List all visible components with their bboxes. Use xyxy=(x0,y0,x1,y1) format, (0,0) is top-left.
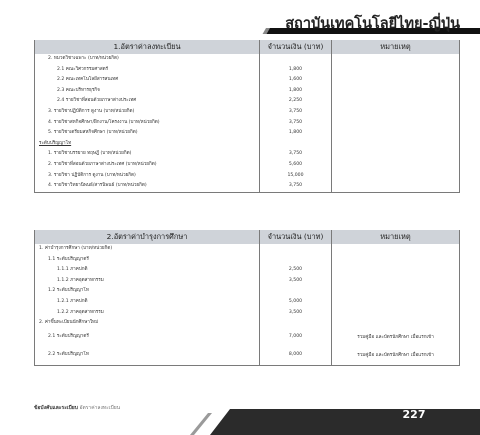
row-description: 1. ค่าบำรุงการศึกษา (บาท/หน่วยกิต) xyxy=(35,244,260,255)
maintenance-fee-table xyxy=(34,230,460,366)
table-row xyxy=(35,329,460,347)
row-note xyxy=(332,96,460,107)
table-row xyxy=(35,107,460,118)
table-row xyxy=(35,96,460,107)
table-row xyxy=(35,255,460,266)
row-amount: 1,800 xyxy=(260,86,332,97)
row-amount: 1,600 xyxy=(260,75,332,86)
table1-header-note: หมายเหตุ xyxy=(332,40,460,54)
table-row xyxy=(35,265,460,276)
row-description: 1. รายวิชาบรรยาย ทฤษฎี (บาท/หน่วยกิต) xyxy=(35,149,260,160)
row-note xyxy=(332,276,460,287)
table-row xyxy=(35,171,460,182)
table1-header-amount: จำนวนเงิน (บาท) xyxy=(260,40,332,54)
table-row xyxy=(35,128,460,139)
row-note xyxy=(332,139,460,150)
table-row xyxy=(35,308,460,319)
footer-caption xyxy=(34,404,120,412)
row-description: 3. รายวิชาปฏิบัติการ ดูงาน (บาท/หน่วยกิต) xyxy=(35,107,260,118)
table-row xyxy=(35,65,460,76)
row-amount xyxy=(260,318,332,329)
row-note xyxy=(332,265,460,276)
row-description: 4. รายวิชาวิทยานิพนธ์/สารนิพนธ์ (บาท/หน่วยกิต) xyxy=(35,181,260,192)
row-amount xyxy=(260,54,332,65)
row-note xyxy=(332,308,460,319)
table-row xyxy=(35,318,460,329)
row-note xyxy=(332,286,460,297)
row-amount: 8,000 xyxy=(260,347,332,366)
row-amount: 5,600 xyxy=(260,160,332,171)
row-description: 4. รายวิชาสหกิจศึกษา/ฝึกงาน/โครงงาน (บาท/หน่วยกิต) xyxy=(35,118,260,129)
row-amount: 3,750 xyxy=(260,107,332,118)
row-amount: 3,500 xyxy=(260,308,332,319)
row-description: 1.1 ระดับปริญญาตรี xyxy=(35,255,260,266)
row-description: 2. หมวดวิชาเฉพาะ (บาท/หน่วยกิต) xyxy=(35,54,260,65)
page-number-band xyxy=(190,405,480,435)
row-description: 1.1.2 ภาคอุตสาหกรรม xyxy=(35,276,260,287)
row-note xyxy=(332,75,460,86)
row-amount: 3,750 xyxy=(260,149,332,160)
row-note xyxy=(332,54,460,65)
row-note xyxy=(332,160,460,171)
row-note xyxy=(332,65,460,76)
row-amount: 2,500 xyxy=(260,265,332,276)
row-note xyxy=(332,171,460,182)
table-row xyxy=(35,160,460,171)
table-row xyxy=(35,244,460,255)
row-amount xyxy=(260,244,332,255)
table-row xyxy=(35,86,460,97)
row-description: 2. รายวิชาที่สอนด้วยภาษาต่างประเทศ (บาท/หน่วยกิต) xyxy=(35,160,260,171)
table-row xyxy=(35,276,460,287)
row-note xyxy=(332,118,460,129)
row-note xyxy=(332,297,460,308)
row-amount: 15,000 xyxy=(260,171,332,182)
row-description: 1.2 ระดับปริญญาโท xyxy=(35,286,260,297)
row-amount: 1,800 xyxy=(260,65,332,76)
row-amount xyxy=(260,286,332,297)
row-description: 2.1 ระดับปริญญาตรี xyxy=(35,329,260,347)
table-row xyxy=(35,286,460,297)
row-note xyxy=(332,318,460,329)
page-title: สถาบันเทคโนโลยีไทย-ญี่ปุ่น xyxy=(285,16,460,32)
table-row xyxy=(35,54,460,65)
row-amount: 2,250 xyxy=(260,96,332,107)
table1-header-title: 1.อัตราค่าลงทะเบียน xyxy=(35,40,260,54)
table-row xyxy=(35,347,460,366)
table-row xyxy=(35,118,460,129)
row-description: 3. รายวิชา ปฏิบัติการ ดูงาน (บาท/หน่วยกิต) xyxy=(35,171,260,182)
row-description: 2.4 รายวิชาที่สอนด้วยภาษาต่างประเทศ xyxy=(35,96,260,107)
row-description: ระดับปริญญาโท xyxy=(35,139,260,150)
table2-header-title: 2.อัตราค่าบำรุงการศึกษา xyxy=(35,230,260,244)
row-note xyxy=(332,86,460,97)
row-note xyxy=(332,181,460,192)
row-description: 2.2 ระดับปริญญาโท xyxy=(35,347,260,366)
footer-label: ข้อบังคับและระเบียบ xyxy=(34,405,78,411)
row-description: 5. รายวิชาเตรียมสหกิจศึกษา (บาท/หน่วยกิต) xyxy=(35,128,260,139)
registration-fee-table xyxy=(34,40,460,193)
table-row xyxy=(35,149,460,160)
row-description: 1.2.1 ภาคปกติ xyxy=(35,297,260,308)
row-note xyxy=(332,128,460,139)
row-note: รวมคู่มือ และบัตรนักศึกษา เมื่อแรกเข้า xyxy=(332,329,460,347)
row-description: 2.1 คณะวิศวกรรมศาสตร์ xyxy=(35,65,260,76)
row-description: 1.1.1 ภาคปกติ xyxy=(35,265,260,276)
row-note xyxy=(332,107,460,118)
row-amount: 3,750 xyxy=(260,181,332,192)
row-description: 2. ค่าขึ้นทะเบียนนักศึกษาใหม่ xyxy=(35,318,260,329)
row-note xyxy=(332,244,460,255)
row-amount: 1,800 xyxy=(260,128,332,139)
table-row xyxy=(35,75,460,86)
footer-sublabel: อัตราค่าลงทะเบียน xyxy=(79,405,121,411)
table-row xyxy=(35,181,460,192)
row-amount: 7,000 xyxy=(260,329,332,347)
table-row xyxy=(35,139,460,150)
table2-header-amount: จำนวนเงิน (บาท) xyxy=(260,230,332,244)
row-amount: 5,000 xyxy=(260,297,332,308)
row-note xyxy=(332,149,460,160)
row-note xyxy=(332,255,460,266)
row-description: 2.3 คณะบริหารธุรกิจ xyxy=(35,86,260,97)
page-number: 227 xyxy=(402,408,426,421)
table2-header-note: หมายเหตุ xyxy=(332,230,460,244)
row-amount: 3,500 xyxy=(260,276,332,287)
table-row xyxy=(35,297,460,308)
row-description: 1.2.2 ภาคอุตสาหกรรม xyxy=(35,308,260,319)
row-amount xyxy=(260,139,332,150)
row-amount xyxy=(260,255,332,266)
row-description: 2.2 คณะเทคโนโลยีสารสนเทศ xyxy=(35,75,260,86)
row-note: รวมคู่มือ และบัตรนักศึกษา เมื่อแรกเข้า xyxy=(332,347,460,366)
row-amount: 3,750 xyxy=(260,118,332,129)
